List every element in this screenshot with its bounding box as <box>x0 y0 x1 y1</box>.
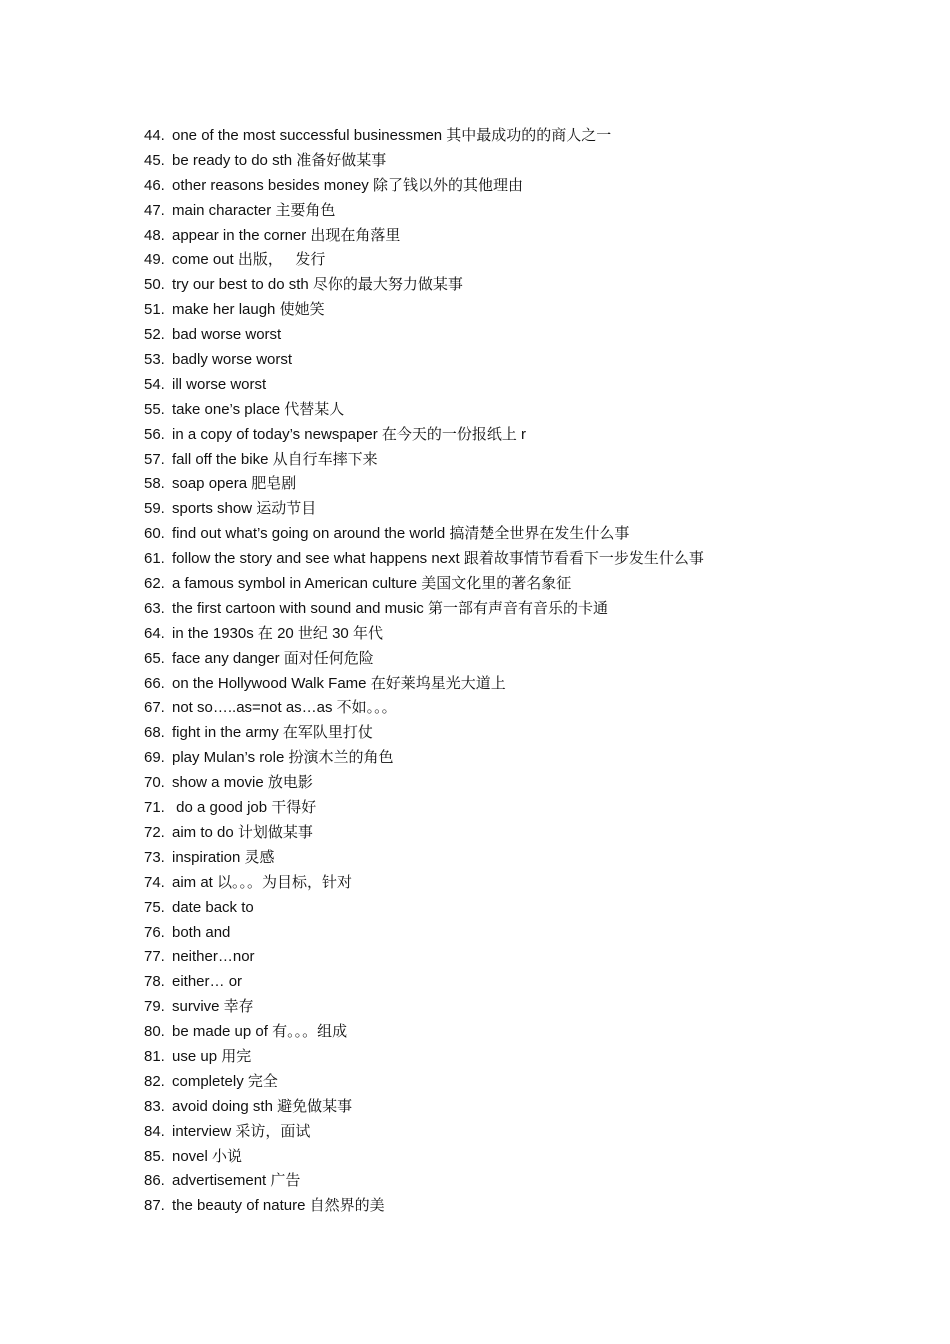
item-text: not so…..as=not as…as 不如。。。 <box>172 699 397 717</box>
item-text: a famous symbol in American culture 美国文化里的著名象征 <box>172 575 572 593</box>
item-text: face any danger 面对任何危险 <box>172 649 374 667</box>
item-number: 66. <box>144 674 165 692</box>
list-item <box>144 871 704 896</box>
list-item <box>144 1169 704 1194</box>
item-text: appear in the corner 出现在角落里 <box>172 226 401 244</box>
item-text: badly worse worst <box>172 351 293 369</box>
item-number: 69. <box>144 749 165 767</box>
list-item <box>144 1120 704 1145</box>
item-text: either… or <box>172 973 243 991</box>
item-number: 48. <box>144 226 165 244</box>
item-number: 54. <box>144 375 165 393</box>
item-text: come out 出版， 发行 <box>172 251 326 269</box>
item-number: 74. <box>144 873 165 891</box>
item-number: 78. <box>144 973 165 991</box>
item-text: be made up of 有。。。组成 <box>172 1023 348 1041</box>
item-number: 61. <box>144 550 165 568</box>
item-text: on the Hollywood Walk Fame 在好莱坞星光大道上 <box>172 674 506 692</box>
item-text: completely 完全 <box>172 1072 278 1090</box>
list-item <box>144 1194 704 1219</box>
list-item <box>144 970 704 995</box>
item-number: 49. <box>144 251 165 269</box>
item-number: 60. <box>144 525 165 543</box>
list-item <box>144 174 704 199</box>
item-text: neither…nor <box>172 948 255 966</box>
item-number: 85. <box>144 1147 165 1165</box>
item-number: 46. <box>144 176 165 194</box>
list-item <box>144 672 704 697</box>
item-text: try our best to do sth 尽你的最大努力做某事 <box>172 276 463 294</box>
item-text: the beauty of nature 自然界的美 <box>172 1197 385 1215</box>
list-item <box>144 696 704 721</box>
item-text: find out what’s going on around the world 搞清楚全世界在发生什么事 <box>172 525 630 543</box>
item-number: 47. <box>144 201 165 219</box>
list-item <box>144 746 704 771</box>
item-number: 52. <box>144 326 165 344</box>
list-item <box>144 1145 704 1170</box>
list-item <box>144 448 704 473</box>
list-item <box>144 1095 704 1120</box>
list-item <box>144 224 704 249</box>
item-text: follow the story and see what happens next 跟着故事情节看看下一步发生什么事 <box>172 550 704 568</box>
item-number: 81. <box>144 1047 165 1065</box>
list-item <box>144 995 704 1020</box>
item-text: other reasons besides money 除了钱以外的其他理由 <box>172 176 523 194</box>
list-item <box>144 597 704 622</box>
item-text: soap opera 肥皂剧 <box>172 475 297 493</box>
list-item <box>144 497 704 522</box>
item-text: in the 1930s 在 20 世纪 30 年代 <box>172 624 383 642</box>
list-item <box>144 273 704 298</box>
item-number: 50. <box>144 276 165 294</box>
item-text: date back to <box>172 898 254 916</box>
item-number: 86. <box>144 1172 165 1190</box>
item-text: the first cartoon with sound and music 第一部有声音有音乐的卡通 <box>172 599 608 617</box>
item-number: 51. <box>144 301 165 319</box>
item-number: 57. <box>144 450 165 468</box>
item-text: aim to do 计划做某事 <box>172 823 313 841</box>
list-item <box>144 348 704 373</box>
item-number: 76. <box>144 923 165 941</box>
item-text: use up 用完 <box>172 1047 252 1065</box>
list-item <box>144 721 704 746</box>
item-number: 55. <box>144 400 165 418</box>
list-item <box>144 373 704 398</box>
item-text: fall off the bike 从自行车摔下来 <box>172 450 378 468</box>
item-text: be ready to do sth 准备好做某事 <box>172 151 387 169</box>
item-number: 44. <box>144 127 165 144</box>
list-item <box>144 771 704 796</box>
item-number: 56. <box>144 425 165 443</box>
list-item <box>144 472 704 497</box>
item-number: 62. <box>144 575 165 593</box>
item-text: interview 采访，面试 <box>172 1122 311 1140</box>
list-item <box>144 622 704 647</box>
item-number: 58. <box>144 475 165 493</box>
item-number: 72. <box>144 823 165 841</box>
item-text: ill worse worst <box>172 375 267 393</box>
list-item <box>144 298 704 323</box>
item-text: show a movie 放电影 <box>172 774 313 792</box>
list-item <box>144 572 704 597</box>
item-number: 71. <box>144 799 165 817</box>
item-text: one of the most successful businessmen 其中最成功的的商人之一 <box>172 127 612 144</box>
list-item <box>144 945 704 970</box>
item-number: 67. <box>144 699 165 717</box>
item-text: aim at 以。。。为目标，针对 <box>172 873 353 891</box>
list-item <box>144 423 704 448</box>
item-number: 73. <box>144 848 165 866</box>
item-text: main character 主要角色 <box>172 201 336 219</box>
vocabulary-list <box>144 124 704 1219</box>
item-text: in a copy of today’s newspaper 在今天的一份报纸上 r <box>172 425 527 443</box>
list-item <box>144 199 704 224</box>
item-number: 65. <box>144 649 165 667</box>
list-item <box>144 821 704 846</box>
item-number: 80. <box>144 1023 165 1041</box>
item-number: 87. <box>144 1197 165 1215</box>
item-number: 64. <box>144 624 165 642</box>
list-item <box>144 248 704 273</box>
list-item <box>144 796 704 821</box>
list-item <box>144 896 704 921</box>
item-number: 84. <box>144 1122 165 1140</box>
list-item <box>144 846 704 871</box>
item-number: 82. <box>144 1072 165 1090</box>
item-text: both and <box>172 923 231 941</box>
item-number: 63. <box>144 599 165 617</box>
list-item <box>144 547 704 572</box>
item-text: play Mulan’s role 扮演木兰的角色 <box>172 749 394 767</box>
item-number: 79. <box>144 998 165 1016</box>
list-item <box>144 921 704 946</box>
item-text: avoid doing sth 避免做某事 <box>172 1097 353 1115</box>
item-number: 75. <box>144 898 165 916</box>
list-item <box>144 398 704 423</box>
item-text: inspiration 灵感 <box>172 848 275 866</box>
item-text: do a good job 干得好 <box>172 799 317 817</box>
list-item <box>144 647 704 672</box>
item-number: 53. <box>144 351 165 369</box>
list-item <box>144 124 704 149</box>
item-text: advertisement 广告 <box>172 1172 301 1190</box>
item-text: survive 幸存 <box>172 998 254 1016</box>
item-number: 59. <box>144 500 165 518</box>
item-text: bad worse worst <box>172 326 282 344</box>
list-item <box>144 522 704 547</box>
item-number: 45. <box>144 151 165 169</box>
list-item <box>144 323 704 348</box>
list-item <box>144 1045 704 1070</box>
item-number: 77. <box>144 948 165 966</box>
item-text: fight in the army 在军队里打仗 <box>172 724 373 742</box>
item-text: novel 小说 <box>172 1147 243 1165</box>
list-item <box>144 149 704 174</box>
list-item <box>144 1020 704 1045</box>
item-number: 68. <box>144 724 165 742</box>
list-item <box>144 1070 704 1095</box>
item-text: sports show 运动节目 <box>172 500 317 518</box>
item-text: take one’s place 代替某人 <box>172 400 345 418</box>
item-text: make her laugh 使她笑 <box>172 301 325 319</box>
item-number: 83. <box>144 1097 165 1115</box>
item-number: 70. <box>144 774 165 792</box>
